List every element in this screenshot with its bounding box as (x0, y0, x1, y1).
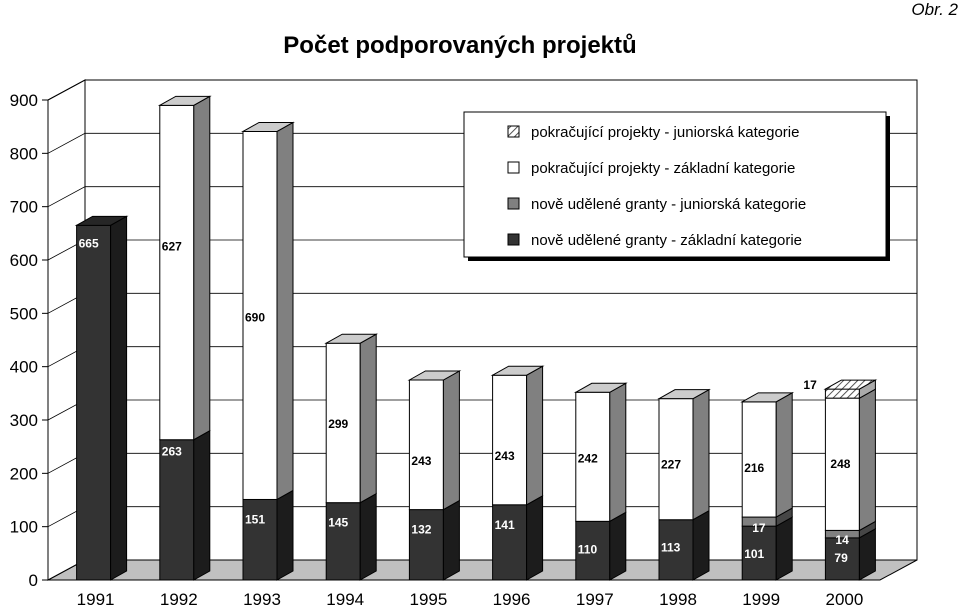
y-tick-label: 200 (9, 464, 38, 484)
bar-segment-side (194, 431, 210, 580)
bar-segment-side (693, 390, 709, 520)
bar-group-1994 (326, 334, 376, 580)
bar-segment-side (443, 371, 459, 510)
bar-group-1996 (493, 366, 543, 580)
data-label: 14 (835, 532, 849, 547)
data-label: 132 (411, 522, 432, 537)
y-tick-label: 700 (9, 197, 38, 217)
y-tick-label: 400 (9, 357, 38, 377)
y-tick-label: 0 (28, 571, 38, 590)
x-tick-label: 1998 (659, 590, 697, 607)
data-label: 17 (803, 378, 817, 393)
data-label: 101 (744, 547, 765, 562)
legend-swatch (508, 162, 519, 173)
bar-segment (742, 402, 776, 517)
bar-segment (493, 375, 527, 505)
figure-label: Obr. 2 (911, 0, 958, 19)
bar-segment (326, 503, 360, 580)
data-label: 227 (661, 457, 682, 472)
data-label: 263 (161, 444, 182, 459)
bar-segment-side (693, 511, 709, 580)
data-label: 243 (494, 449, 515, 464)
y-tick-label: 900 (9, 91, 38, 110)
x-tick-label: 1996 (492, 590, 531, 607)
y-tick-label: 100 (9, 517, 38, 537)
bar-segment-side (443, 501, 459, 580)
legend-label: pokračující projekty - základní kategorie (531, 160, 796, 177)
x-tick-label: 1995 (409, 590, 448, 607)
bar-group-1995 (409, 371, 459, 580)
bar-segment-side (194, 96, 210, 439)
data-label: 110 (577, 542, 598, 557)
y-tick-label: 300 (9, 411, 38, 430)
bar-segment-side (360, 494, 376, 580)
data-label: 79 (834, 550, 848, 565)
y-tick-label: 600 (9, 251, 38, 270)
data-label: 248 (830, 457, 851, 472)
data-label: 242 (577, 451, 598, 466)
data-label: 17 (752, 521, 766, 536)
data-label: 151 (245, 512, 266, 527)
bar-segment-side (277, 490, 293, 580)
x-tick-label: 1994 (326, 590, 365, 607)
legend-label: nově udělené granty - juniorská kategorie (531, 196, 807, 213)
data-label: 690 (245, 310, 266, 325)
legend-swatch (508, 198, 519, 209)
bar-segment-side (610, 383, 626, 521)
legend-label: pokračující projekty - juniorská kategorie (531, 124, 800, 141)
bar-segment-side (776, 517, 792, 580)
y-tick-label: 800 (9, 144, 38, 164)
bar-segment-side (360, 334, 376, 502)
legend-swatch (508, 126, 519, 137)
bar-segment-side (610, 512, 626, 580)
bar-segment (493, 505, 527, 580)
x-tick-label: 1999 (742, 590, 781, 607)
x-tick-label: 1997 (575, 590, 614, 607)
bar-segment-side (527, 496, 543, 580)
data-label: 216 (744, 460, 765, 475)
x-tick-label: 1993 (243, 590, 281, 607)
bar-segment (77, 225, 111, 580)
legend-label: nově udělené granty - základní kategorie (531, 232, 803, 249)
bar-segment-side (277, 122, 293, 499)
bar-segment (160, 440, 194, 580)
x-tick-label: 1992 (159, 590, 198, 607)
bar-segment-side (527, 366, 543, 505)
data-label: 299 (328, 417, 349, 432)
bar-segment-side (859, 389, 875, 530)
bar-segment-side (776, 393, 792, 517)
y-tick-label: 500 (9, 304, 38, 324)
x-tick-label: 1991 (76, 590, 115, 607)
data-label: 145 (328, 515, 349, 530)
bar-segment (409, 380, 443, 510)
bar-segment (409, 510, 443, 580)
chart-title: Počet podporovaných projektů (283, 32, 637, 59)
bar-group-1991 (77, 216, 127, 580)
bar-segment (825, 389, 859, 398)
bar-group-2000 (825, 380, 875, 580)
x-tick-label: 2000 (825, 590, 864, 607)
bar-segment (160, 105, 194, 439)
data-label: 627 (161, 239, 182, 254)
bar-group-1993 (243, 122, 293, 580)
legend (464, 112, 890, 261)
legend-swatch (508, 234, 519, 245)
x-axis (77, 590, 864, 607)
bar-group-1992 (160, 96, 210, 580)
data-label: 243 (411, 454, 432, 468)
bar-segment-side (111, 216, 127, 580)
data-label: 665 (78, 236, 99, 251)
data-label: 113 (661, 540, 681, 555)
data-label: 141 (494, 517, 515, 532)
